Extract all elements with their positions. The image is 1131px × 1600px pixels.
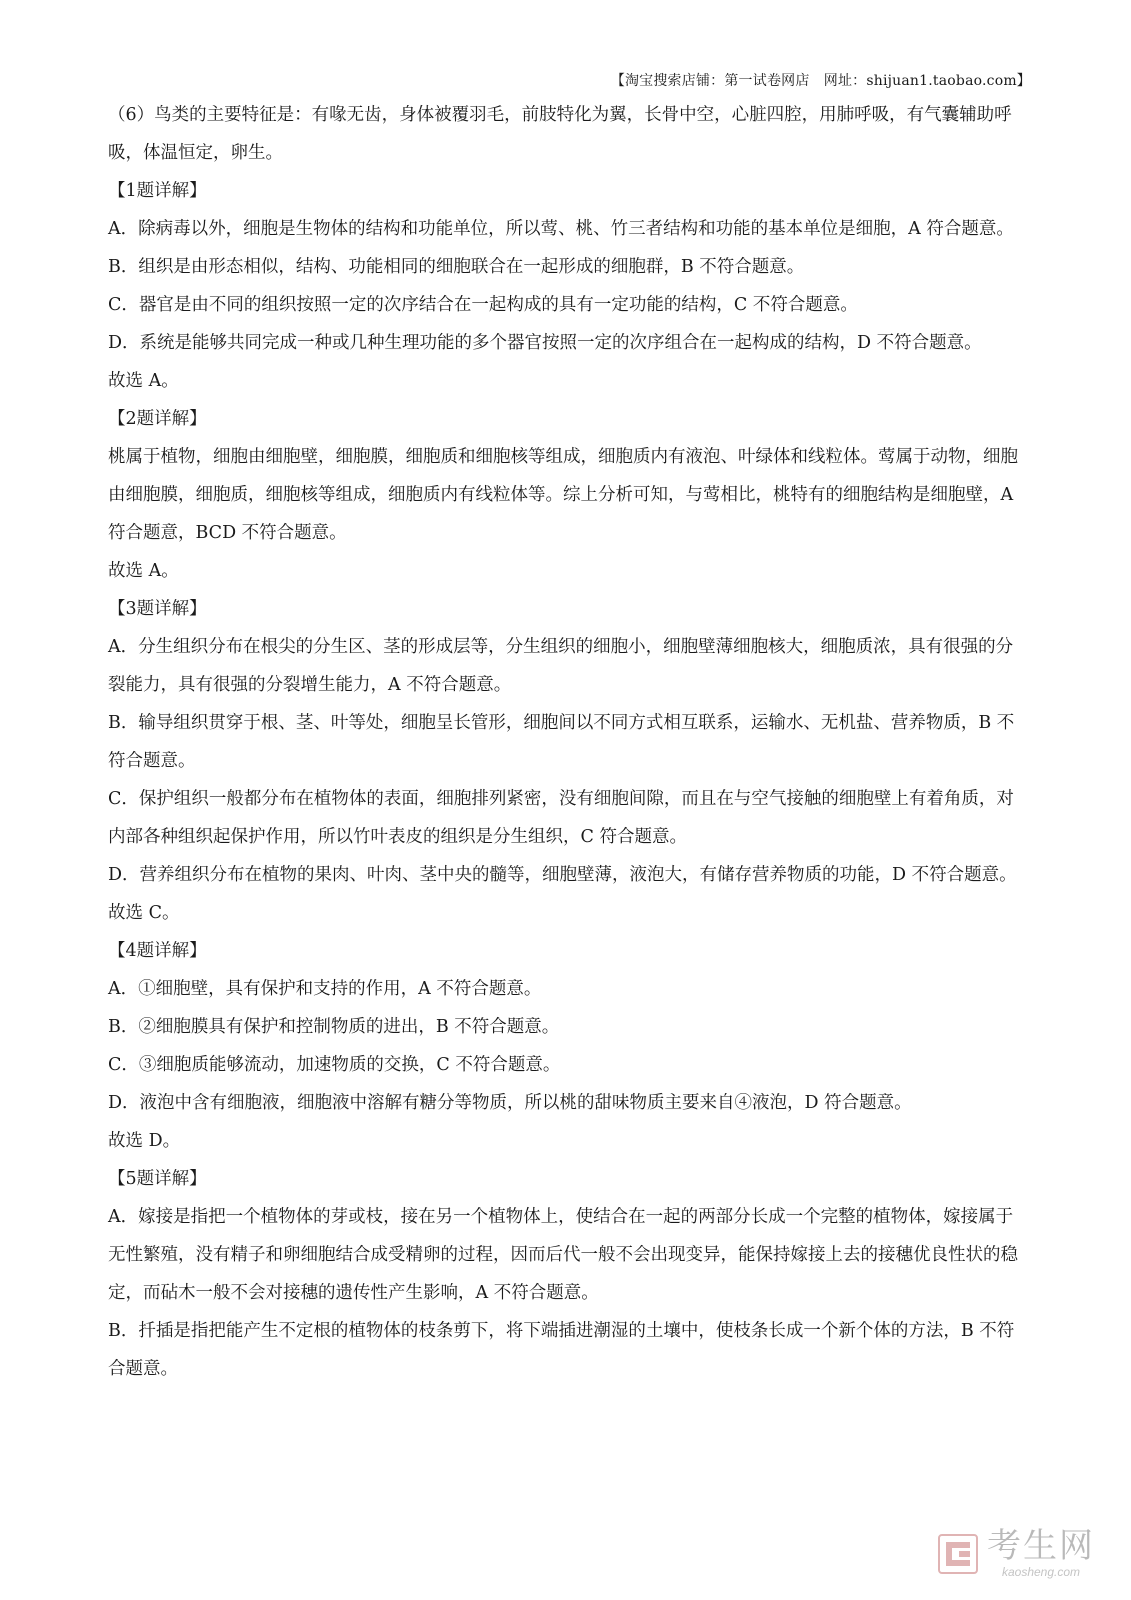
watermark-url: kaosheng.com: [1001, 1565, 1081, 1579]
q1-option-b: B．组织是由形态相似，结构、功能相同的细胞联合在一起形成的细胞群，B 不符合题意。: [108, 257, 805, 277]
q3-option-c: C．保护组织一般都分布在植物体的表面，细胞排列紧密，没有细胞间隙，而且在与空气接触的细胞壁上有着角质，对内部各种组织起保护作用，所以竹叶表皮的组织是分生组织，C 符合题意。: [108, 789, 1014, 847]
q2-explanation: 桃属于植物，细胞由细胞壁，细胞膜，细胞质和细胞核等组成，细胞质内有液泡、叶绿体和线粒体。莺属于动物，细胞由细胞膜，细胞质，细胞核等组成，细胞质内有线粒体等。综上分析可知，与莺相比，桃特有的细胞结构是细胞壁，A 符合题意，BCD 不符合题意。: [108, 447, 1018, 543]
shop-header: 【淘宝搜索店铺：第一试卷网店 网址：shijuan1.taobao.com】: [610, 73, 1031, 89]
watermark-title: 考生网: [987, 1526, 1095, 1566]
q3-option-b: B．输导组织贯穿于根、茎、叶等处，细胞呈长管形，细胞间以不同方式相互联系，运输水、无机盐、营养物质，B 不符合题意。: [108, 713, 1015, 771]
heading-q4: 【4题详解】: [108, 941, 207, 961]
q1-answer: 故选 A。: [108, 371, 179, 391]
heading-q5: 【5题详解】: [108, 1169, 207, 1189]
paragraph-bird-features: （6）鸟类的主要特征是：有喙无齿，身体被覆羽毛，前肢特化为翼，长骨中空，心脏四腔，用肺呼吸，有气囊辅助呼吸，体温恒定，卵生。: [108, 105, 1012, 163]
q5-option-a: A．嫁接是指把一个植物体的芽或枝，接在另一个植物体上，使结合在一起的两部分长成一个完整的植物体，嫁接属于无性繁殖，没有精子和卵细胞结合成受精卵的过程，因而后代一般不会出现变异，能保持嫁接上去的接穗优良性状的稳定，而砧木一般不会对接穗的遗传性产生影响，A 不符合题意。: [108, 1207, 1018, 1303]
q1-option-c: C．器官是由不同的组织按照一定的次序结合在一起构成的具有一定功能的结构，C 不符合题意。: [108, 295, 858, 315]
heading-q2: 【2题详解】: [108, 409, 207, 429]
kaosheng-watermark: [937, 1526, 1095, 1579]
heading-q3: 【3题详解】: [108, 599, 207, 619]
heading-q1: 【1题详解】: [108, 181, 207, 201]
q4-answer: 故选 D。: [108, 1131, 181, 1151]
q1-option-a: A．除病毒以外，细胞是生物体的结构和功能单位，所以莺、桃、竹三者结构和功能的基本单位是细胞，A 符合题意。: [108, 219, 1014, 239]
q3-answer: 故选 C。: [108, 903, 180, 923]
q4-option-d: D．液泡中含有细胞液，细胞液中溶解有糖分等物质，所以桃的甜味物质主要来自④液泡，D 符合题意。: [108, 1093, 912, 1113]
document-body: [108, 96, 1030, 1388]
q3-option-d: D．营养组织分布在植物的果肉、叶肉、茎中央的髓等，细胞壁薄，液泡大，有储存营养物质的功能，D 不符合题意。: [108, 865, 1017, 885]
q3-option-a: A．分生组织分布在根尖的分生区、茎的形成层等，分生组织的细胞小，细胞壁薄细胞核大，细胞质浓，具有很强的分裂能力，具有很强的分裂增生能力，A 不符合题意。: [108, 637, 1014, 695]
q4-option-a: A．①细胞壁，具有保护和支持的作用，A 不符合题意。: [108, 979, 542, 999]
q4-option-c: C．③细胞质能够流动，加速物质的交换，C 不符合题意。: [108, 1055, 561, 1075]
q5-option-b: B．扦插是指把能产生不定根的植物体的枝条剪下，将下端插进潮湿的土壤中，使枝条长成一个新个体的方法，B 不符合题意。: [108, 1321, 1015, 1379]
q2-answer: 故选 A。: [108, 561, 179, 581]
q1-option-d: D．系统是能够共同完成一种或几种生理功能的多个器官按照一定的次序组合在一起构成的结构，D 不符合题意。: [108, 333, 982, 353]
q4-option-b: B．②细胞膜具有保护和控制物质的进出，B 不符合题意。: [108, 1017, 560, 1037]
kaosheng-logo-icon: [937, 1533, 979, 1575]
